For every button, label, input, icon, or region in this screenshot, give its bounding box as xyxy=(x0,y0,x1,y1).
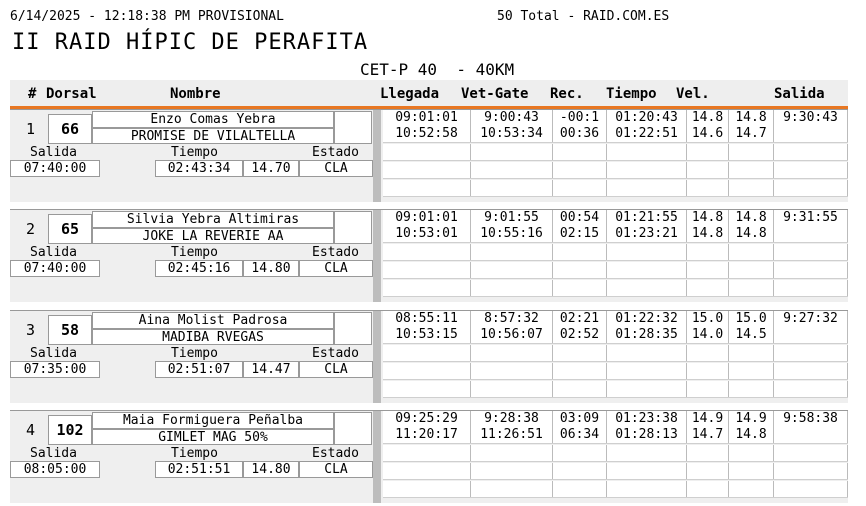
name-spacer xyxy=(334,412,372,445)
lap-llegada-cell xyxy=(383,481,471,497)
lap-rec-cell xyxy=(553,481,607,497)
lap-vel-cell xyxy=(687,280,729,296)
lap-llegada-cell: 09:01:01 xyxy=(383,210,471,226)
lap-vetgate-cell xyxy=(471,180,553,196)
lap-vel-cell: 15.0 xyxy=(687,311,729,327)
total-time: 02:51:07 xyxy=(155,361,243,378)
lap-salida-cell xyxy=(774,244,848,260)
horse-name: JOKE LA REVERIE AA xyxy=(92,228,334,244)
lap-vel-cell xyxy=(687,262,729,278)
lap-llegada-cell xyxy=(383,445,471,461)
lap-rec-cell: 02:15 xyxy=(553,226,607,242)
lap-llegada-cell xyxy=(383,244,471,260)
lap-tiempo-cell xyxy=(607,381,687,397)
name-spacer xyxy=(334,312,372,345)
empty-lap-row xyxy=(383,363,848,380)
lap-llegada-cell xyxy=(383,144,471,160)
lap-llegada-cell: 08:55:11 xyxy=(383,311,471,327)
col-pos: # xyxy=(28,86,37,102)
lap-vetgate-cell xyxy=(471,481,553,497)
rider-card xyxy=(10,109,848,202)
total-time: 02:43:34 xyxy=(155,160,243,177)
lap-rec-cell xyxy=(553,345,607,361)
rider-position: 4 xyxy=(26,421,36,439)
lap-salida-cell xyxy=(774,481,848,497)
lap-vel-cell: 14.8 xyxy=(687,226,729,242)
lap-llegada-cell xyxy=(383,180,471,196)
start-time: 08:05:00 xyxy=(10,461,100,478)
empty-lap-row xyxy=(383,345,848,362)
lap-tiempo-cell xyxy=(607,345,687,361)
lap-salida-cell: 9:27:32 xyxy=(774,311,848,327)
lap-vetgate-cell xyxy=(471,363,553,379)
lap-rec-cell: 00:36 xyxy=(553,126,607,142)
lap-rec-cell xyxy=(553,363,607,379)
lap-vetgate-cell: 9:00:43 xyxy=(471,110,553,126)
lap-salida-cell xyxy=(774,445,848,461)
empty-lap-row xyxy=(383,381,848,398)
rider-position: 1 xyxy=(26,120,36,138)
status-badge: CLA xyxy=(299,361,373,378)
lap-vel2-cell: 15.0 xyxy=(729,311,774,327)
lap-llegada-cell xyxy=(383,463,471,479)
lap-vetgate-cell xyxy=(471,144,553,160)
lap-salida-cell xyxy=(774,226,848,242)
dorsal-number: 58 xyxy=(48,315,92,345)
lap-llegada-cell: 10:53:01 xyxy=(383,226,471,242)
lap-salida-cell xyxy=(774,262,848,278)
lap-vel-cell xyxy=(687,481,729,497)
empty-lap-row xyxy=(383,445,848,462)
lap-grid xyxy=(383,311,848,403)
dorsal-number: 65 xyxy=(48,214,92,244)
lap-vel2-cell xyxy=(729,262,774,278)
lap-row xyxy=(383,110,848,127)
empty-lap-row xyxy=(383,244,848,261)
lap-llegada-cell xyxy=(383,345,471,361)
lap-vetgate-cell: 9:01:55 xyxy=(471,210,553,226)
col-tiempo: Tiempo xyxy=(606,86,657,102)
lap-row xyxy=(383,311,848,328)
salida-label: Salida xyxy=(30,145,77,160)
lap-vetgate-cell xyxy=(471,345,553,361)
lap-vel2-cell xyxy=(729,363,774,379)
col-salida: Salida xyxy=(774,86,825,102)
lap-rec-cell: 02:52 xyxy=(553,327,607,343)
lap-vel-cell: 14.6 xyxy=(687,126,729,142)
lap-salida-cell xyxy=(774,180,848,196)
lap-salida-cell xyxy=(774,162,848,178)
lap-salida-cell xyxy=(774,126,848,142)
tiempo-label: Tiempo xyxy=(171,245,218,260)
lap-tiempo-cell xyxy=(607,363,687,379)
lap-llegada-cell xyxy=(383,381,471,397)
event-title: II RAID HÍPIC DE PERAFITA xyxy=(12,30,369,55)
lap-salida-cell xyxy=(774,463,848,479)
lap-vel-cell: 14.7 xyxy=(687,427,729,443)
column-separator xyxy=(373,311,381,403)
lap-vetgate-cell: 11:26:51 xyxy=(471,427,553,443)
lap-llegada-cell: 09:25:29 xyxy=(383,411,471,427)
empty-lap-row xyxy=(383,463,848,480)
lap-rec-cell xyxy=(553,244,607,260)
lap-vel2-cell xyxy=(729,162,774,178)
lap-llegada-cell xyxy=(383,363,471,379)
lap-vel2-cell xyxy=(729,280,774,296)
lap-salida-cell: 9:58:38 xyxy=(774,411,848,427)
lap-vetgate-cell xyxy=(471,463,553,479)
status-badge: CLA xyxy=(299,160,373,177)
lap-vel-cell xyxy=(687,162,729,178)
tiempo-label: Tiempo xyxy=(171,346,218,361)
empty-lap-row xyxy=(383,262,848,279)
lap-vel-cell: 14.8 xyxy=(687,210,729,226)
dorsal-number: 66 xyxy=(48,114,92,144)
report-timestamp: 6/14/2025 - 12:18:38 PM PROVISIONAL xyxy=(10,9,284,24)
lap-rec-cell: 02:21 xyxy=(553,311,607,327)
lap-tiempo-cell xyxy=(607,244,687,260)
category-label: CET-P 40 - 40KM xyxy=(360,60,515,79)
name-spacer xyxy=(334,211,372,244)
lap-llegada-cell xyxy=(383,162,471,178)
lap-vetgate-cell xyxy=(471,445,553,461)
lap-vetgate-cell: 10:55:16 xyxy=(471,226,553,242)
lap-tiempo-cell: 01:23:38 xyxy=(607,411,687,427)
lap-llegada-cell: 09:01:01 xyxy=(383,110,471,126)
lap-tiempo-cell xyxy=(607,280,687,296)
lap-llegada-cell: 10:53:15 xyxy=(383,327,471,343)
lap-rec-cell: 00:54 xyxy=(553,210,607,226)
lap-salida-cell xyxy=(774,427,848,443)
estado-label: Estado xyxy=(312,346,359,361)
col-dorsal: Dorsal xyxy=(46,86,97,102)
estado-label: Estado xyxy=(312,145,359,160)
lap-rec-cell xyxy=(553,162,607,178)
lap-tiempo-cell xyxy=(607,144,687,160)
lap-tiempo-cell xyxy=(607,180,687,196)
empty-lap-row xyxy=(383,162,848,179)
lap-vel2-cell xyxy=(729,463,774,479)
lap-tiempo-cell xyxy=(607,481,687,497)
col-llegada: Llegada xyxy=(380,86,440,102)
lap-salida-cell xyxy=(774,345,848,361)
lap-rec-cell: 03:09 xyxy=(553,411,607,427)
lap-vetgate-cell: 9:28:38 xyxy=(471,411,553,427)
lap-tiempo-cell: 01:28:13 xyxy=(607,427,687,443)
lap-vel2-cell: 14.9 xyxy=(729,411,774,427)
lap-vel-cell: 14.0 xyxy=(687,327,729,343)
lap-rec-cell xyxy=(553,144,607,160)
rider-position: 2 xyxy=(26,220,36,238)
tiempo-label: Tiempo xyxy=(171,145,218,160)
lap-tiempo-cell: 01:22:32 xyxy=(607,311,687,327)
lap-row xyxy=(383,411,848,428)
lap-rec-cell xyxy=(553,280,607,296)
lap-rec-cell xyxy=(553,262,607,278)
average-speed: 14.80 xyxy=(243,461,299,478)
lap-vel2-cell xyxy=(729,244,774,260)
lap-vel2-cell: 14.8 xyxy=(729,210,774,226)
lap-llegada-cell: 11:20:17 xyxy=(383,427,471,443)
col-vel: Vel. xyxy=(676,86,710,102)
lap-grid xyxy=(383,210,848,302)
rider-card xyxy=(10,310,848,403)
lap-llegada-cell xyxy=(383,262,471,278)
column-separator xyxy=(373,411,381,503)
start-time: 07:40:00 xyxy=(10,160,100,177)
total-time: 02:51:51 xyxy=(155,461,243,478)
empty-lap-row xyxy=(383,144,848,161)
lap-tiempo-cell: 01:23:21 xyxy=(607,226,687,242)
lap-rec-cell xyxy=(553,463,607,479)
lap-vel2-cell: 14.8 xyxy=(729,427,774,443)
salida-label: Salida xyxy=(30,245,77,260)
lap-tiempo-cell xyxy=(607,463,687,479)
status-badge: CLA xyxy=(299,461,373,478)
total-time: 02:45:16 xyxy=(155,260,243,277)
rider-card xyxy=(10,410,848,503)
column-separator xyxy=(373,210,381,302)
lap-vetgate-cell xyxy=(471,244,553,260)
lap-vetgate-cell xyxy=(471,381,553,397)
salida-label: Salida xyxy=(30,446,77,461)
tiempo-label: Tiempo xyxy=(171,446,218,461)
lap-vel2-cell: 14.8 xyxy=(729,226,774,242)
total-count: 50 Total - RAID.COM.ES xyxy=(497,9,670,24)
lap-tiempo-cell xyxy=(607,162,687,178)
rider-position: 3 xyxy=(26,321,36,339)
lap-rec-cell xyxy=(553,445,607,461)
empty-lap-row xyxy=(383,481,848,498)
lap-vel-cell xyxy=(687,180,729,196)
lap-salida-cell xyxy=(774,144,848,160)
lap-rec-cell: -00:1 xyxy=(553,110,607,126)
lap-vel2-cell xyxy=(729,381,774,397)
estado-label: Estado xyxy=(312,245,359,260)
lap-salida-cell xyxy=(774,280,848,296)
lap-row xyxy=(383,126,848,143)
lap-llegada-cell: 10:52:58 xyxy=(383,126,471,142)
lap-vel2-cell: 14.8 xyxy=(729,110,774,126)
lap-vel2-cell xyxy=(729,345,774,361)
lap-vel2-cell xyxy=(729,144,774,160)
rider-card xyxy=(10,209,848,302)
lap-vel2-cell xyxy=(729,180,774,196)
start-time: 07:40:00 xyxy=(10,260,100,277)
lap-vel-cell xyxy=(687,381,729,397)
lap-vetgate-cell xyxy=(471,280,553,296)
lap-row xyxy=(383,427,848,444)
start-time: 07:35:00 xyxy=(10,361,100,378)
lap-tiempo-cell: 01:22:51 xyxy=(607,126,687,142)
rider-name: Silvia Yebra Altimiras xyxy=(92,211,334,228)
lap-vel-cell xyxy=(687,144,729,160)
lap-vel-cell xyxy=(687,244,729,260)
lap-vel-cell: 14.9 xyxy=(687,411,729,427)
col-nombre: Nombre xyxy=(170,86,221,102)
estado-label: Estado xyxy=(312,446,359,461)
lap-tiempo-cell: 01:21:55 xyxy=(607,210,687,226)
lap-tiempo-cell: 01:28:35 xyxy=(607,327,687,343)
lap-vel-cell: 14.8 xyxy=(687,110,729,126)
lap-vel2-cell: 14.5 xyxy=(729,327,774,343)
average-speed: 14.70 xyxy=(243,160,299,177)
lap-rec-cell: 06:34 xyxy=(553,427,607,443)
lap-salida-cell xyxy=(774,327,848,343)
lap-tiempo-cell: 01:20:43 xyxy=(607,110,687,126)
horse-name: MADIBA RVEGAS xyxy=(92,329,334,345)
lap-vel2-cell: 14.7 xyxy=(729,126,774,142)
status-badge: CLA xyxy=(299,260,373,277)
lap-salida-cell xyxy=(774,381,848,397)
lap-llegada-cell xyxy=(383,280,471,296)
rider-name: Maia Formiguera Peñalba xyxy=(92,412,334,429)
lap-row xyxy=(383,226,848,243)
lap-salida-cell xyxy=(774,363,848,379)
col-vetgate: Vet-Gate xyxy=(461,86,529,102)
lap-vel2-cell xyxy=(729,481,774,497)
lap-salida-cell: 9:30:43 xyxy=(774,110,848,126)
rider-name: Enzo Comas Yebra xyxy=(92,111,334,128)
lap-tiempo-cell xyxy=(607,262,687,278)
lap-vel-cell xyxy=(687,345,729,361)
lap-grid xyxy=(383,110,848,202)
lap-tiempo-cell xyxy=(607,445,687,461)
lap-vel-cell xyxy=(687,363,729,379)
lap-vetgate-cell: 10:53:34 xyxy=(471,126,553,142)
empty-lap-row xyxy=(383,180,848,197)
column-header xyxy=(10,80,848,109)
lap-vel-cell xyxy=(687,463,729,479)
horse-name: GIMLET MAG 50% xyxy=(92,429,334,445)
col-rec: Rec. xyxy=(550,86,584,102)
dorsal-number: 102 xyxy=(48,415,92,445)
average-speed: 14.47 xyxy=(243,361,299,378)
lap-grid xyxy=(383,411,848,503)
empty-lap-row xyxy=(383,280,848,297)
average-speed: 14.80 xyxy=(243,260,299,277)
lap-vetgate-cell xyxy=(471,262,553,278)
lap-salida-cell: 9:31:55 xyxy=(774,210,848,226)
lap-vel2-cell xyxy=(729,445,774,461)
lap-vetgate-cell: 10:56:07 xyxy=(471,327,553,343)
lap-vel-cell xyxy=(687,445,729,461)
lap-row xyxy=(383,210,848,227)
lap-vetgate-cell xyxy=(471,162,553,178)
salida-label: Salida xyxy=(30,346,77,361)
lap-vetgate-cell: 8:57:32 xyxy=(471,311,553,327)
lap-rec-cell xyxy=(553,381,607,397)
horse-name: PROMISE DE VILALTELLA xyxy=(92,128,334,144)
column-separator xyxy=(373,110,381,202)
name-spacer xyxy=(334,111,372,144)
rider-name: Aina Molist Padrosa xyxy=(92,312,334,329)
lap-row xyxy=(383,327,848,344)
lap-rec-cell xyxy=(553,180,607,196)
